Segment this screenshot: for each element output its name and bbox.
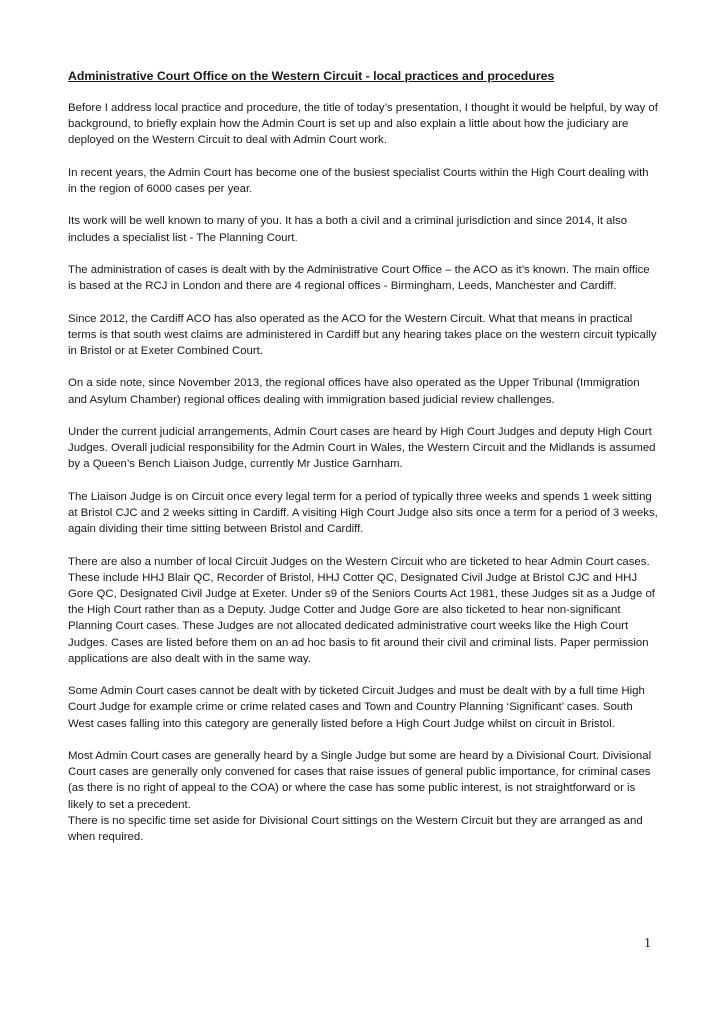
paragraph-cardiff-aco: Since 2012, the Cardiff ACO has also operated as the ACO for the Western Circuit. What that means in practical terms is that south west claims are administered in Cardiff but any hearing takes place on the western circuit typically in Bristol or at Exeter Combined Court. xyxy=(68,312,657,357)
page-number: 1 xyxy=(644,936,651,951)
paragraph-high-court-cases: Some Admin Court cases cannot be dealt with by ticketed Circuit Judges and must be dealt with by a full time High Court Judge for example crime or crime related cases and Town and Country Planning ‘Significant’ cases. South West cases falling into this category are generally listed before a High Court Judge whilst on circuit in Bristol. xyxy=(68,685,645,730)
paragraph-circuit-judges: There are also a number of local Circuit Judges on the Western Circuit who are ticketed to hear Admin Court cases. These include HHJ Blair QC, Recorder of Bristol, HHJ Cotter QC, Designated Civil Judge at Bristol CJC and HHJ Gore QC, Designated Civil Judge at Exeter. Under s9 of the Seniors Courts Act 1981, these Judges sit as a Judge of the High Court rather than as a Deputy. Judge Cotter and Judge Gore are also ticketed to hear non-significant Planning Court cases. These Judges are not allocated dedicated administrative court weeks like the High Court Judges. Cases are listed before them on an ad hoc basis to fit around their civil and criminal lists. Paper permission applications are also dealt with in the same way. xyxy=(68,555,655,665)
paragraph-background: Before I address local practice and procedure, the title of today’s presentation, I thought it would be helpful, by way of background, to briefly explain how the Admin Court is set up and also explain a little about how the judiciary are deployed on the Western Circuit to deal with Admin Court work. xyxy=(68,102,658,147)
document-title: Administrative Court Office on the Western Circuit - local practices and procedures xyxy=(68,69,555,83)
paragraph-divisional-sittings: There is no specific time set aside for Divisional Court sittings on the Western Circuit but they are arranged as and when required. xyxy=(68,814,643,843)
paragraph-divisional-court: Most Admin Court cases are generally heard by a Single Judge but some are heard by a Divisional Court. Divisional Court cases are generally only convened for cases that raise issues of general public importance, for criminal cases (as there is no right of appeal to the COA) or where the case has some public interest, is not straightforward or is likely to set a precedent. xyxy=(68,749,652,811)
paragraph-judicial-arrangements: Under the current judicial arrangements, Admin Court cases are heard by High Court Judges and deputy High Court Judges. Overall judicial responsibility for the Admin Court in Wales, the Western Circuit and the Midlands is assumed by a Queen’s Bench Liaison Judge, currently Mr Justice Garnham. xyxy=(68,425,656,471)
paragraph-upper-tribunal: On a side note, since November 2013, the regional offices have also operated as the Upper Tribunal (Immigration and Asylum Chamber) regional offices dealing with immigration based judicial review challenges. xyxy=(68,377,640,406)
document-page xyxy=(68,68,658,861)
paragraph-liaison-judge: The Liaison Judge is on Circuit once every legal term for a period of typically three weeks and spends 1 week sitting at Bristol CJC and 2 weeks sitting in Cardiff. A visiting High Court Judge also sits once a term for a period of 3 weeks, again dividing their time sitting between Bristol and Cardiff. xyxy=(68,490,658,536)
paragraph-jurisdiction: Its work will be well known to many of you. It has a both a civil and a criminal jurisdiction and since 2014, it also includes a specialist list - The Planning Court. xyxy=(68,215,628,244)
paragraph-administration: The administration of cases is dealt with by the Administrative Court Office – the ACO as it’s known. The main office is based at the RCJ in London and there are 4 regional offices - Birmingham, Leeds, Manchester and Cardiff. xyxy=(68,263,650,293)
paragraph-busiest-court: In recent years, the Admin Court has become one of the busiest specialist Courts within the High Court dealing with in the region of 6000 cases per year. xyxy=(68,166,649,195)
